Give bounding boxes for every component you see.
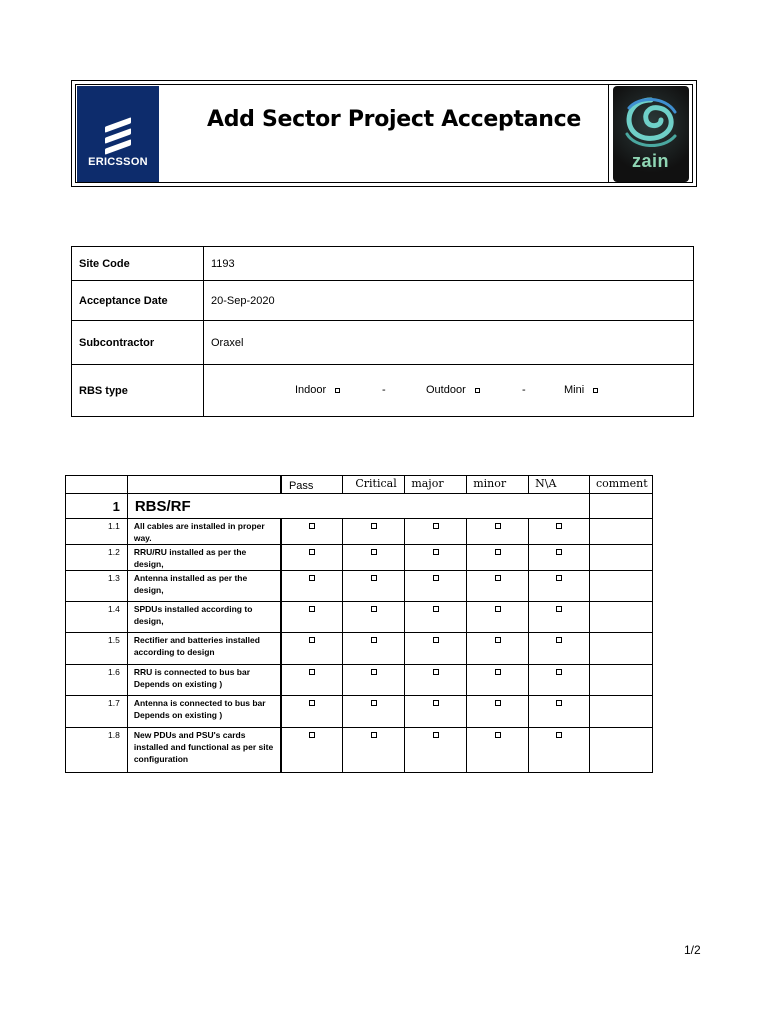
minor-checkbox[interactable]	[495, 549, 501, 555]
comment-cell[interactable]	[589, 545, 652, 571]
subcontractor-row	[72, 321, 694, 365]
section-number: 1	[66, 494, 128, 519]
minor-cell[interactable]	[467, 571, 529, 602]
zain-logo-cell	[608, 85, 692, 182]
comment-cell[interactable]	[589, 728, 652, 773]
checklist-table	[65, 475, 653, 773]
na-checkbox[interactable]	[556, 606, 562, 612]
zain-swirl-icon	[621, 94, 681, 150]
pass-checkbox[interactable]	[309, 700, 315, 706]
major-checkbox[interactable]	[433, 669, 439, 675]
major-checkbox[interactable]	[433, 637, 439, 643]
checklist-header-row	[66, 476, 653, 494]
critical-cell[interactable]	[343, 696, 405, 728]
na-checkbox[interactable]	[556, 637, 562, 643]
major-cell[interactable]	[405, 728, 467, 773]
critical-cell[interactable]	[343, 519, 405, 545]
site-code-label: Site Code	[72, 247, 204, 281]
major-cell[interactable]	[405, 602, 467, 633]
minor-cell[interactable]	[467, 545, 529, 571]
critical-cell[interactable]	[343, 571, 405, 602]
header-box	[71, 80, 697, 187]
pass-cell[interactable]	[281, 728, 343, 773]
table-row	[66, 696, 653, 728]
major-checkbox[interactable]	[433, 575, 439, 581]
table-row	[66, 545, 653, 571]
table-row	[66, 519, 653, 545]
item-description: New PDUs and PSU's cards installed and functional as per site configuration	[127, 728, 281, 773]
ericsson-mark-icon	[105, 120, 131, 154]
pass-cell[interactable]	[281, 633, 343, 665]
major-checkbox[interactable]	[433, 732, 439, 738]
rbs-type-options	[204, 365, 694, 417]
na-cell[interactable]	[529, 696, 590, 728]
header-inner	[75, 84, 693, 183]
na-cell[interactable]	[529, 571, 590, 602]
major-cell[interactable]	[405, 633, 467, 665]
comment-cell[interactable]	[589, 696, 652, 728]
header-num-cell	[66, 476, 128, 494]
acceptance-date-row	[72, 281, 694, 321]
critical-cell[interactable]	[343, 602, 405, 633]
item-number: 1.3	[66, 571, 128, 602]
rbs-separator-2: -	[522, 383, 526, 396]
item-description: Antenna is connected to bus bar Depends on existing )	[127, 696, 281, 728]
page-title: Add Sector Project Acceptance	[207, 107, 581, 132]
minor-checkbox[interactable]	[495, 575, 501, 581]
major-checkbox[interactable]	[433, 700, 439, 706]
critical-checkbox[interactable]	[371, 669, 377, 675]
subcontractor-value: Oraxel	[204, 321, 694, 365]
rbs-type-row	[72, 365, 694, 417]
critical-checkbox[interactable]	[371, 700, 377, 706]
major-cell[interactable]	[405, 665, 467, 696]
rbs-option-indoor[interactable]	[295, 384, 340, 396]
section-comment-cell	[589, 494, 652, 519]
col-header-minor: minor	[467, 476, 529, 494]
indoor-checkbox[interactable]	[335, 388, 340, 393]
site-code-row	[72, 247, 694, 281]
col-header-na: N\A	[529, 476, 590, 494]
table-row	[66, 602, 653, 633]
critical-checkbox[interactable]	[371, 523, 377, 529]
header-desc-cell	[127, 476, 281, 494]
pass-cell[interactable]	[281, 571, 343, 602]
major-checkbox[interactable]	[433, 523, 439, 529]
table-row	[66, 571, 653, 602]
minor-cell[interactable]	[467, 602, 529, 633]
na-cell[interactable]	[529, 728, 590, 773]
comment-cell[interactable]	[589, 519, 652, 545]
pass-checkbox[interactable]	[309, 523, 315, 529]
rbs-option-outdoor[interactable]	[426, 384, 480, 396]
minor-cell[interactable]	[467, 728, 529, 773]
site-code-value: 1193	[204, 247, 694, 281]
minor-checkbox[interactable]	[495, 606, 501, 612]
col-header-major: major	[405, 476, 467, 494]
col-header-comment: comment	[589, 476, 652, 494]
outdoor-checkbox[interactable]	[475, 388, 480, 393]
minor-checkbox[interactable]	[495, 732, 501, 738]
pass-checkbox[interactable]	[309, 669, 315, 675]
major-cell[interactable]	[405, 696, 467, 728]
item-number: 1.8	[66, 728, 128, 773]
comment-cell[interactable]	[589, 571, 652, 602]
page-number: 1/2	[684, 943, 701, 957]
rbs-option-mini-label: Mini	[564, 383, 585, 396]
title-area	[159, 85, 608, 182]
section-title: RBS/RF	[127, 494, 589, 519]
minor-cell[interactable]	[467, 665, 529, 696]
zain-logo-text: zain	[631, 150, 669, 171]
mini-checkbox[interactable]	[593, 388, 598, 393]
pass-checkbox[interactable]	[309, 637, 315, 643]
ericsson-logo-text: ERICSSON	[88, 155, 148, 168]
pass-cell[interactable]	[281, 696, 343, 728]
na-checkbox[interactable]	[556, 732, 562, 738]
table-row	[66, 728, 653, 773]
acceptance-date-label: Acceptance Date	[72, 281, 204, 321]
pass-checkbox[interactable]	[309, 549, 315, 555]
critical-cell[interactable]	[343, 633, 405, 665]
site-info-table	[71, 246, 694, 417]
critical-checkbox[interactable]	[371, 575, 377, 581]
table-row	[66, 633, 653, 665]
rbs-option-indoor-label: Indoor	[295, 383, 327, 396]
critical-cell[interactable]	[343, 545, 405, 571]
major-cell[interactable]	[405, 571, 467, 602]
zain-logo	[613, 86, 689, 182]
ericsson-logo	[77, 86, 159, 182]
minor-cell[interactable]	[467, 696, 529, 728]
critical-checkbox[interactable]	[371, 549, 377, 555]
critical-cell[interactable]	[343, 728, 405, 773]
pass-cell[interactable]	[281, 602, 343, 633]
major-checkbox[interactable]	[433, 549, 439, 555]
minor-cell[interactable]	[467, 519, 529, 545]
rbs-type-label: RBS type	[72, 365, 204, 417]
col-header-pass: Pass	[281, 476, 343, 494]
item-description: SPDUs installed according to design,	[127, 602, 281, 633]
major-cell[interactable]	[405, 545, 467, 571]
pass-cell[interactable]	[281, 519, 343, 545]
pass-cell[interactable]	[281, 545, 343, 571]
subcontractor-label: Subcontractor	[72, 321, 204, 365]
table-row	[66, 665, 653, 696]
minor-checkbox[interactable]	[495, 523, 501, 529]
rbs-separator-1: -	[382, 383, 386, 396]
na-cell[interactable]	[529, 545, 590, 571]
col-header-critical: Critical	[343, 476, 405, 494]
item-number: 1.5	[66, 633, 128, 665]
minor-cell[interactable]	[467, 633, 529, 665]
na-cell[interactable]	[529, 602, 590, 633]
minor-checkbox[interactable]	[495, 700, 501, 706]
item-number: 1.6	[66, 665, 128, 696]
item-description: Rectifier and batteries installed according to design	[127, 633, 281, 665]
na-checkbox[interactable]	[556, 523, 562, 529]
rbs-option-outdoor-label: Outdoor	[426, 383, 466, 396]
section-row-rbs-rf	[66, 494, 653, 519]
na-checkbox[interactable]	[556, 549, 562, 555]
na-checkbox[interactable]	[556, 669, 562, 675]
pass-checkbox[interactable]	[309, 606, 315, 612]
major-checkbox[interactable]	[433, 606, 439, 612]
critical-checkbox[interactable]	[371, 637, 377, 643]
item-number: 1.4	[66, 602, 128, 633]
item-description: Antenna installed as per the design,	[127, 571, 281, 602]
critical-cell[interactable]	[343, 665, 405, 696]
comment-cell[interactable]	[589, 602, 652, 633]
item-number: 1.1	[66, 519, 128, 545]
item-number: 1.7	[66, 696, 128, 728]
comment-cell[interactable]	[589, 665, 652, 696]
acceptance-date-value: 20-Sep-2020	[204, 281, 694, 321]
item-description: RRU is connected to bus bar Depends on existing )	[127, 665, 281, 696]
item-description: RRU/RU installed as per the design,	[127, 545, 281, 571]
rbs-option-mini[interactable]	[564, 384, 598, 396]
critical-checkbox[interactable]	[371, 732, 377, 738]
na-cell[interactable]	[529, 519, 590, 545]
item-description: All cables are installed in proper way.	[127, 519, 281, 545]
na-checkbox[interactable]	[556, 700, 562, 706]
minor-checkbox[interactable]	[495, 669, 501, 675]
pass-checkbox[interactable]	[309, 732, 315, 738]
comment-cell[interactable]	[589, 633, 652, 665]
na-cell[interactable]	[529, 665, 590, 696]
major-cell[interactable]	[405, 519, 467, 545]
minor-checkbox[interactable]	[495, 637, 501, 643]
item-number: 1.2	[66, 545, 128, 571]
pass-checkbox[interactable]	[309, 575, 315, 581]
na-cell[interactable]	[529, 633, 590, 665]
pass-cell[interactable]	[281, 665, 343, 696]
na-checkbox[interactable]	[556, 575, 562, 581]
critical-checkbox[interactable]	[371, 606, 377, 612]
